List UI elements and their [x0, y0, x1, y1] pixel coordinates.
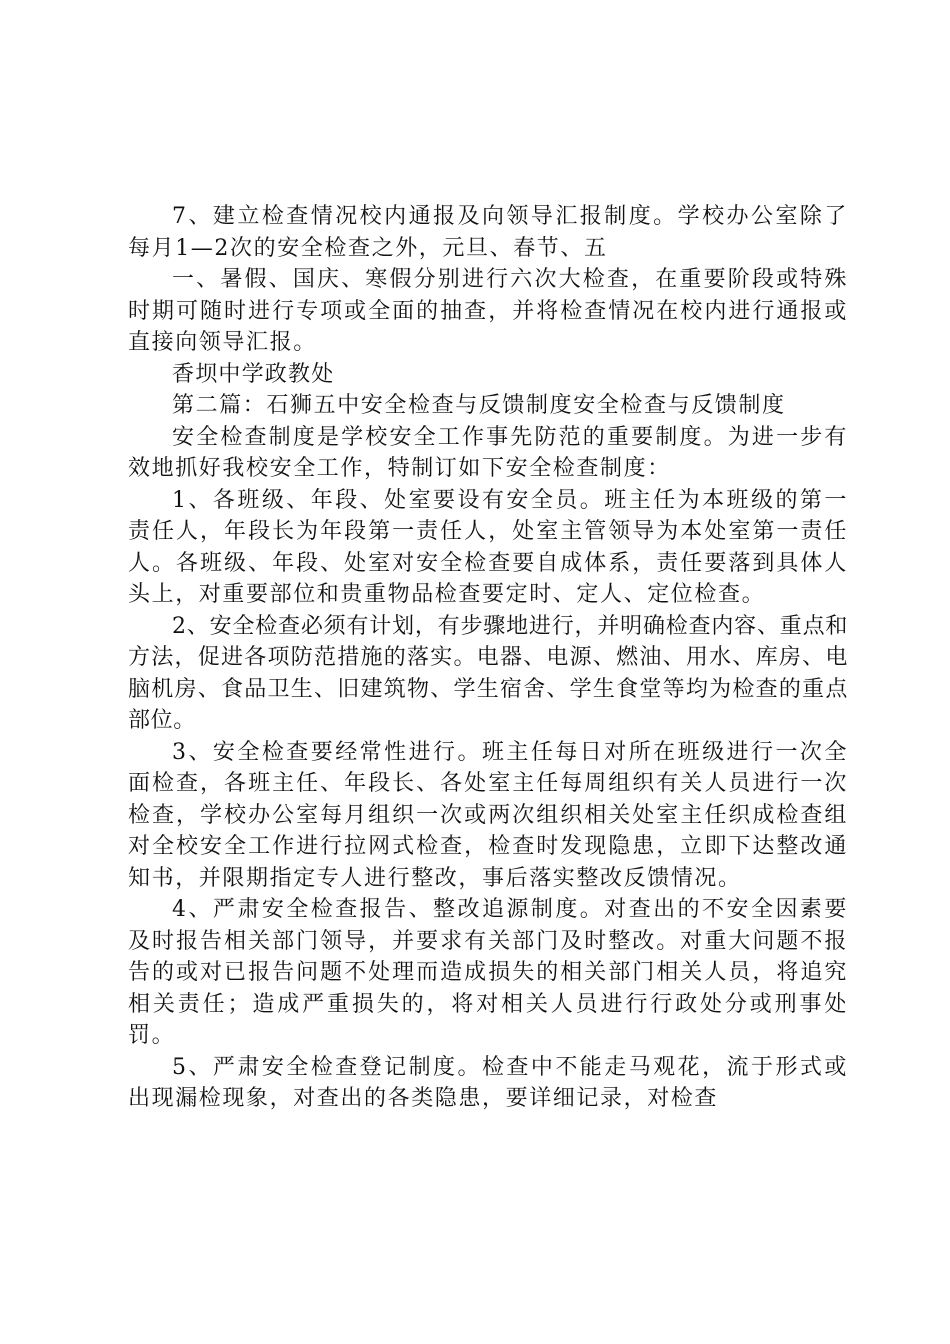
paragraph-item-4: 4、严肃安全检查报告、整改追源制度。对查出的不安全因素要及时报告相关部门领导，并要求有关部门及时整改。对重大问题不报告的或对已报告问题不处理而造成损失的相关部门相关人员，将追究相关责任；造成严重损失的，将对相关人员进行行政处分或刑事处罚。 [128, 897, 848, 1048]
paragraph-intro: 安全检查制度是学校安全工作事先防范的重要制度。为进一步有效地抓好我校安全工作，特制订如下安全检查制度： [128, 424, 848, 481]
paragraph-item-7: 7、建立检查情况校内通报及向领导汇报制度。学校办公室除了每月1—2次的安全检查之外，元旦、春节、五 [128, 204, 848, 261]
paragraph-item-3: 3、安全检查要经常性进行。班主任每日对所在班级进行一次全面检查，各班主任、年段长、各处室主任每周组织有关人员进行一次检查，学校办公室每月组织一次或两次组织相关处室主任织成检查组对全校安全工作进行拉网式检查，检查时发现隐患，立即下达整改通知书，并限期指定专人进行整改，事后落实整改反馈情况。 [128, 739, 848, 891]
section-heading-part-two: 第二篇：石狮五中安全检查与反馈制度安全检查与反馈制度 [172, 393, 786, 418]
paragraph-item-2: 2、安全检查必须有计划，有步骤地进行，并明确检查内容、重点和方法，促进各项防范措施的落实。电器、电源、燃油、用水、库房、电脑机房、食品卫生、旧建筑物、学生宿舍、学生食堂等均为检查的重点部位。 [128, 613, 848, 733]
paragraph-item-5: 5、严肃安全检查登记制度。检查中不能走马观花，流于形式或出现漏检现象，对查出的各类隐患，要详细记录，对检查 [128, 1054, 848, 1111]
signature-department: 香坝中学政教处 [172, 361, 335, 387]
paragraph-item-1: 1、各班级、年段、处室要设有安全员。班主任为本班级的第一责任人，年段长为年段第一责任人，处室主管领导为本处室第一责任人。各班级、年段、处室对安全检查要自成体系，责任要落到具体人头上，对重要部位和贵重物品检查要定时、定人、定位检查。 [128, 487, 848, 607]
paragraph-holiday-inspections: 一、暑假、国庆、寒假分别进行六次大检查，在重要阶段或特殊时期可随时进行专项或全面的抽查，并将检查情况在校内进行通报或直接向领导汇报。 [128, 267, 848, 355]
document-body [128, 201, 848, 1115]
